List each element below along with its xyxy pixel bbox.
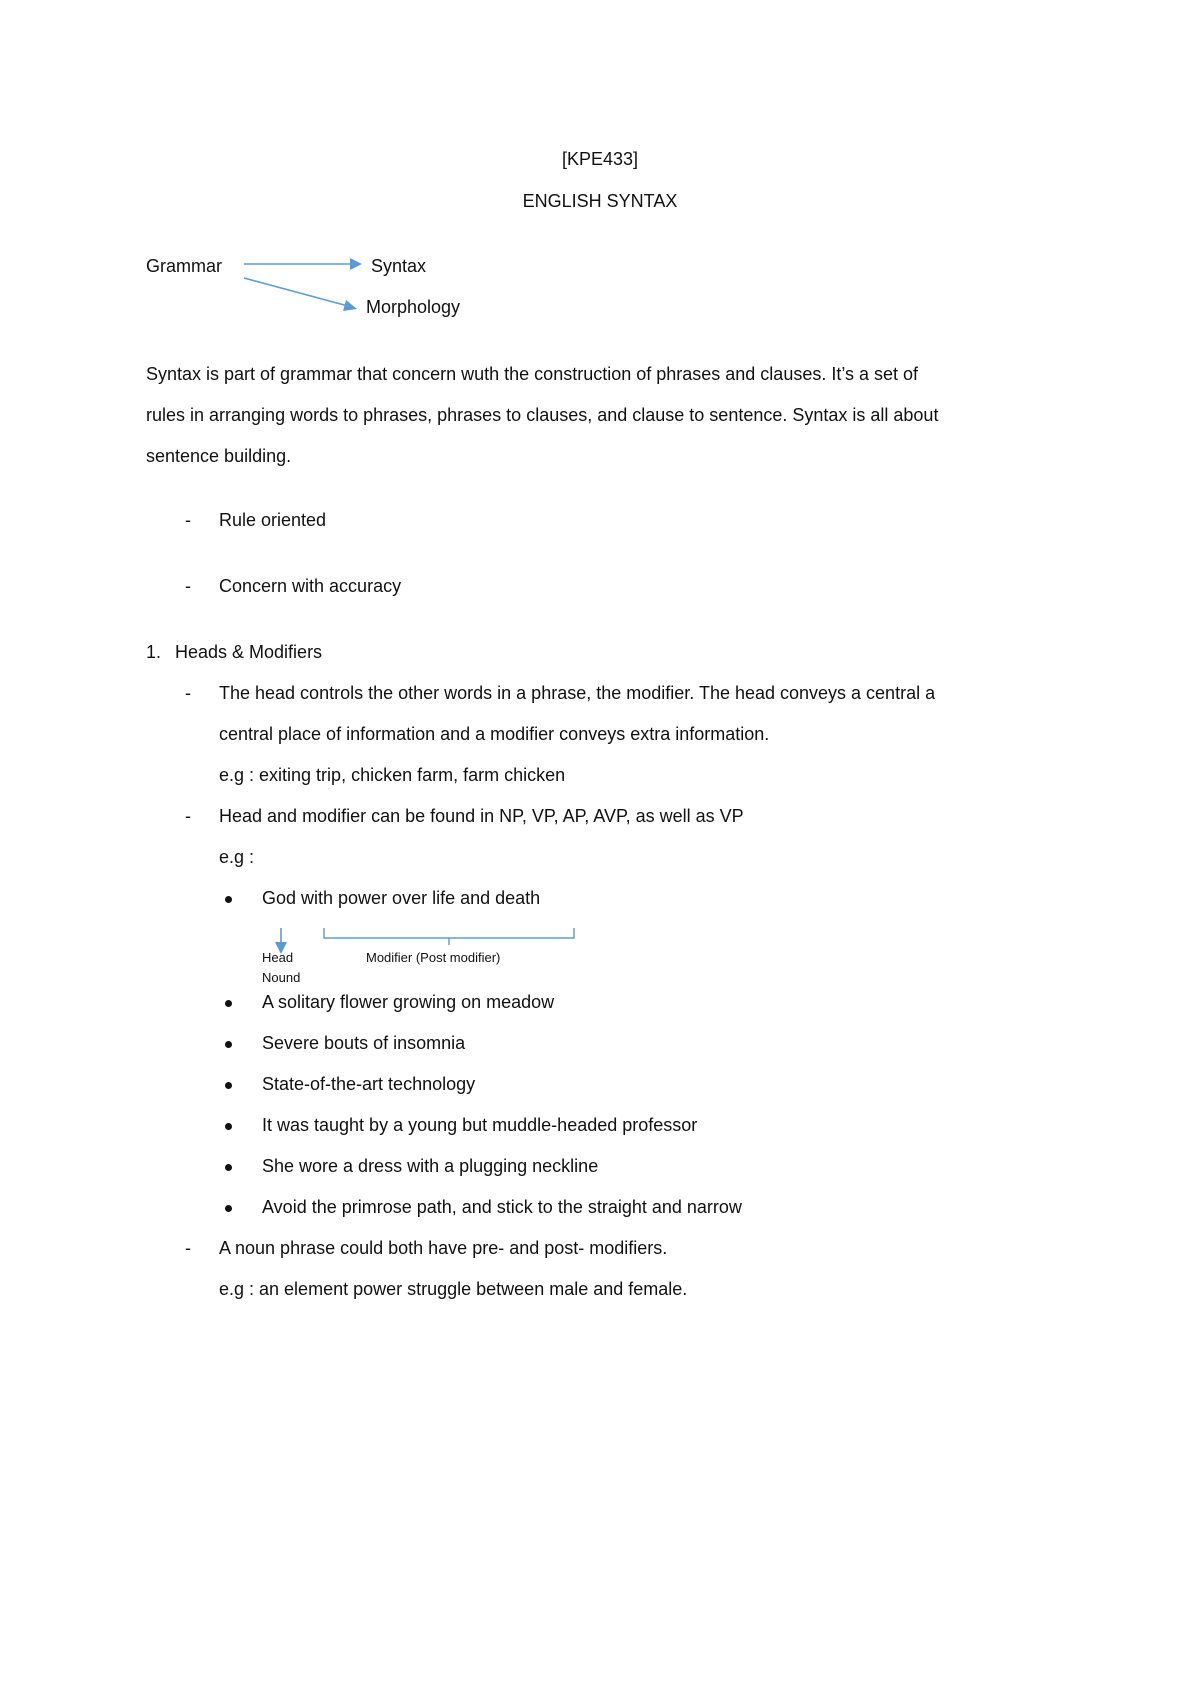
- section-number: 1.: [146, 642, 162, 662]
- point-line: A noun phrase could both have pre- and post- modifiers.: [219, 1238, 668, 1258]
- bullet-icon: [225, 1082, 232, 1089]
- bullet-icon: [225, 1123, 232, 1130]
- diagram-target-syntax: Syntax: [371, 256, 427, 276]
- head-label-noun: Nound: [262, 970, 301, 985]
- dash-marker: -: [185, 806, 191, 826]
- intro-line: sentence building.: [146, 446, 292, 466]
- bullet-item: God with power over life and death: [262, 888, 541, 908]
- head-label: Head: [262, 950, 294, 965]
- diagram-source: Grammar: [146, 256, 222, 276]
- point-line: central place of information and a modifier conveys extra information.: [219, 724, 770, 744]
- point-line: Head and modifier can be found in NP, VP, AP, AVP, as well as VP: [219, 806, 744, 826]
- bullet-item: Avoid the primrose path, and stick to the straight and narrow: [262, 1197, 742, 1217]
- example-line: e.g : exiting trip, chicken farm, farm chicken: [219, 765, 566, 785]
- bullet-item: Severe bouts of insomnia: [262, 1033, 466, 1053]
- dash-list-item: Concern with accuracy: [219, 576, 402, 596]
- section-heading: Heads & Modifiers: [175, 642, 323, 662]
- bullet-icon: [225, 1000, 232, 1007]
- bullet-icon: [225, 1205, 232, 1212]
- dash-marker: -: [185, 683, 191, 703]
- bullet-item: State-of-the-art technology: [262, 1074, 476, 1094]
- modifier-label: Modifier (Post modifier): [366, 950, 501, 965]
- dash-list-item: Rule oriented: [219, 510, 327, 530]
- bullet-icon: [225, 1164, 232, 1171]
- bullet-icon: [225, 1041, 232, 1048]
- dash-marker: -: [185, 510, 191, 530]
- modifier-brace-icon: [324, 928, 574, 945]
- page-title: ENGLISH SYNTAX: [522, 191, 678, 211]
- point-line: The head controls the other words in a phrase, the modifier. The head conveys a central a: [219, 683, 936, 703]
- bullet-item: A solitary flower growing on meadow: [262, 992, 555, 1012]
- intro-line: Syntax is part of grammar that concern wuth the construction of phrases and clauses. It’s a set of: [146, 364, 919, 384]
- bullet-item: She wore a dress with a plugging neckline: [262, 1156, 599, 1176]
- diagram-target-morphology: Morphology: [366, 297, 461, 317]
- dash-marker: -: [185, 1238, 191, 1258]
- example-label: e.g :: [219, 847, 255, 867]
- bullet-item: It was taught by a young but muddle-headed professor: [262, 1115, 698, 1135]
- dash-marker: -: [185, 576, 191, 596]
- intro-line: rules in arranging words to phrases, phrases to clauses, and clause to sentence. Syntax is all about: [146, 405, 939, 425]
- example-line: e.g : an element power struggle between male and female.: [219, 1279, 688, 1299]
- course-code: [KPE433]: [561, 149, 639, 169]
